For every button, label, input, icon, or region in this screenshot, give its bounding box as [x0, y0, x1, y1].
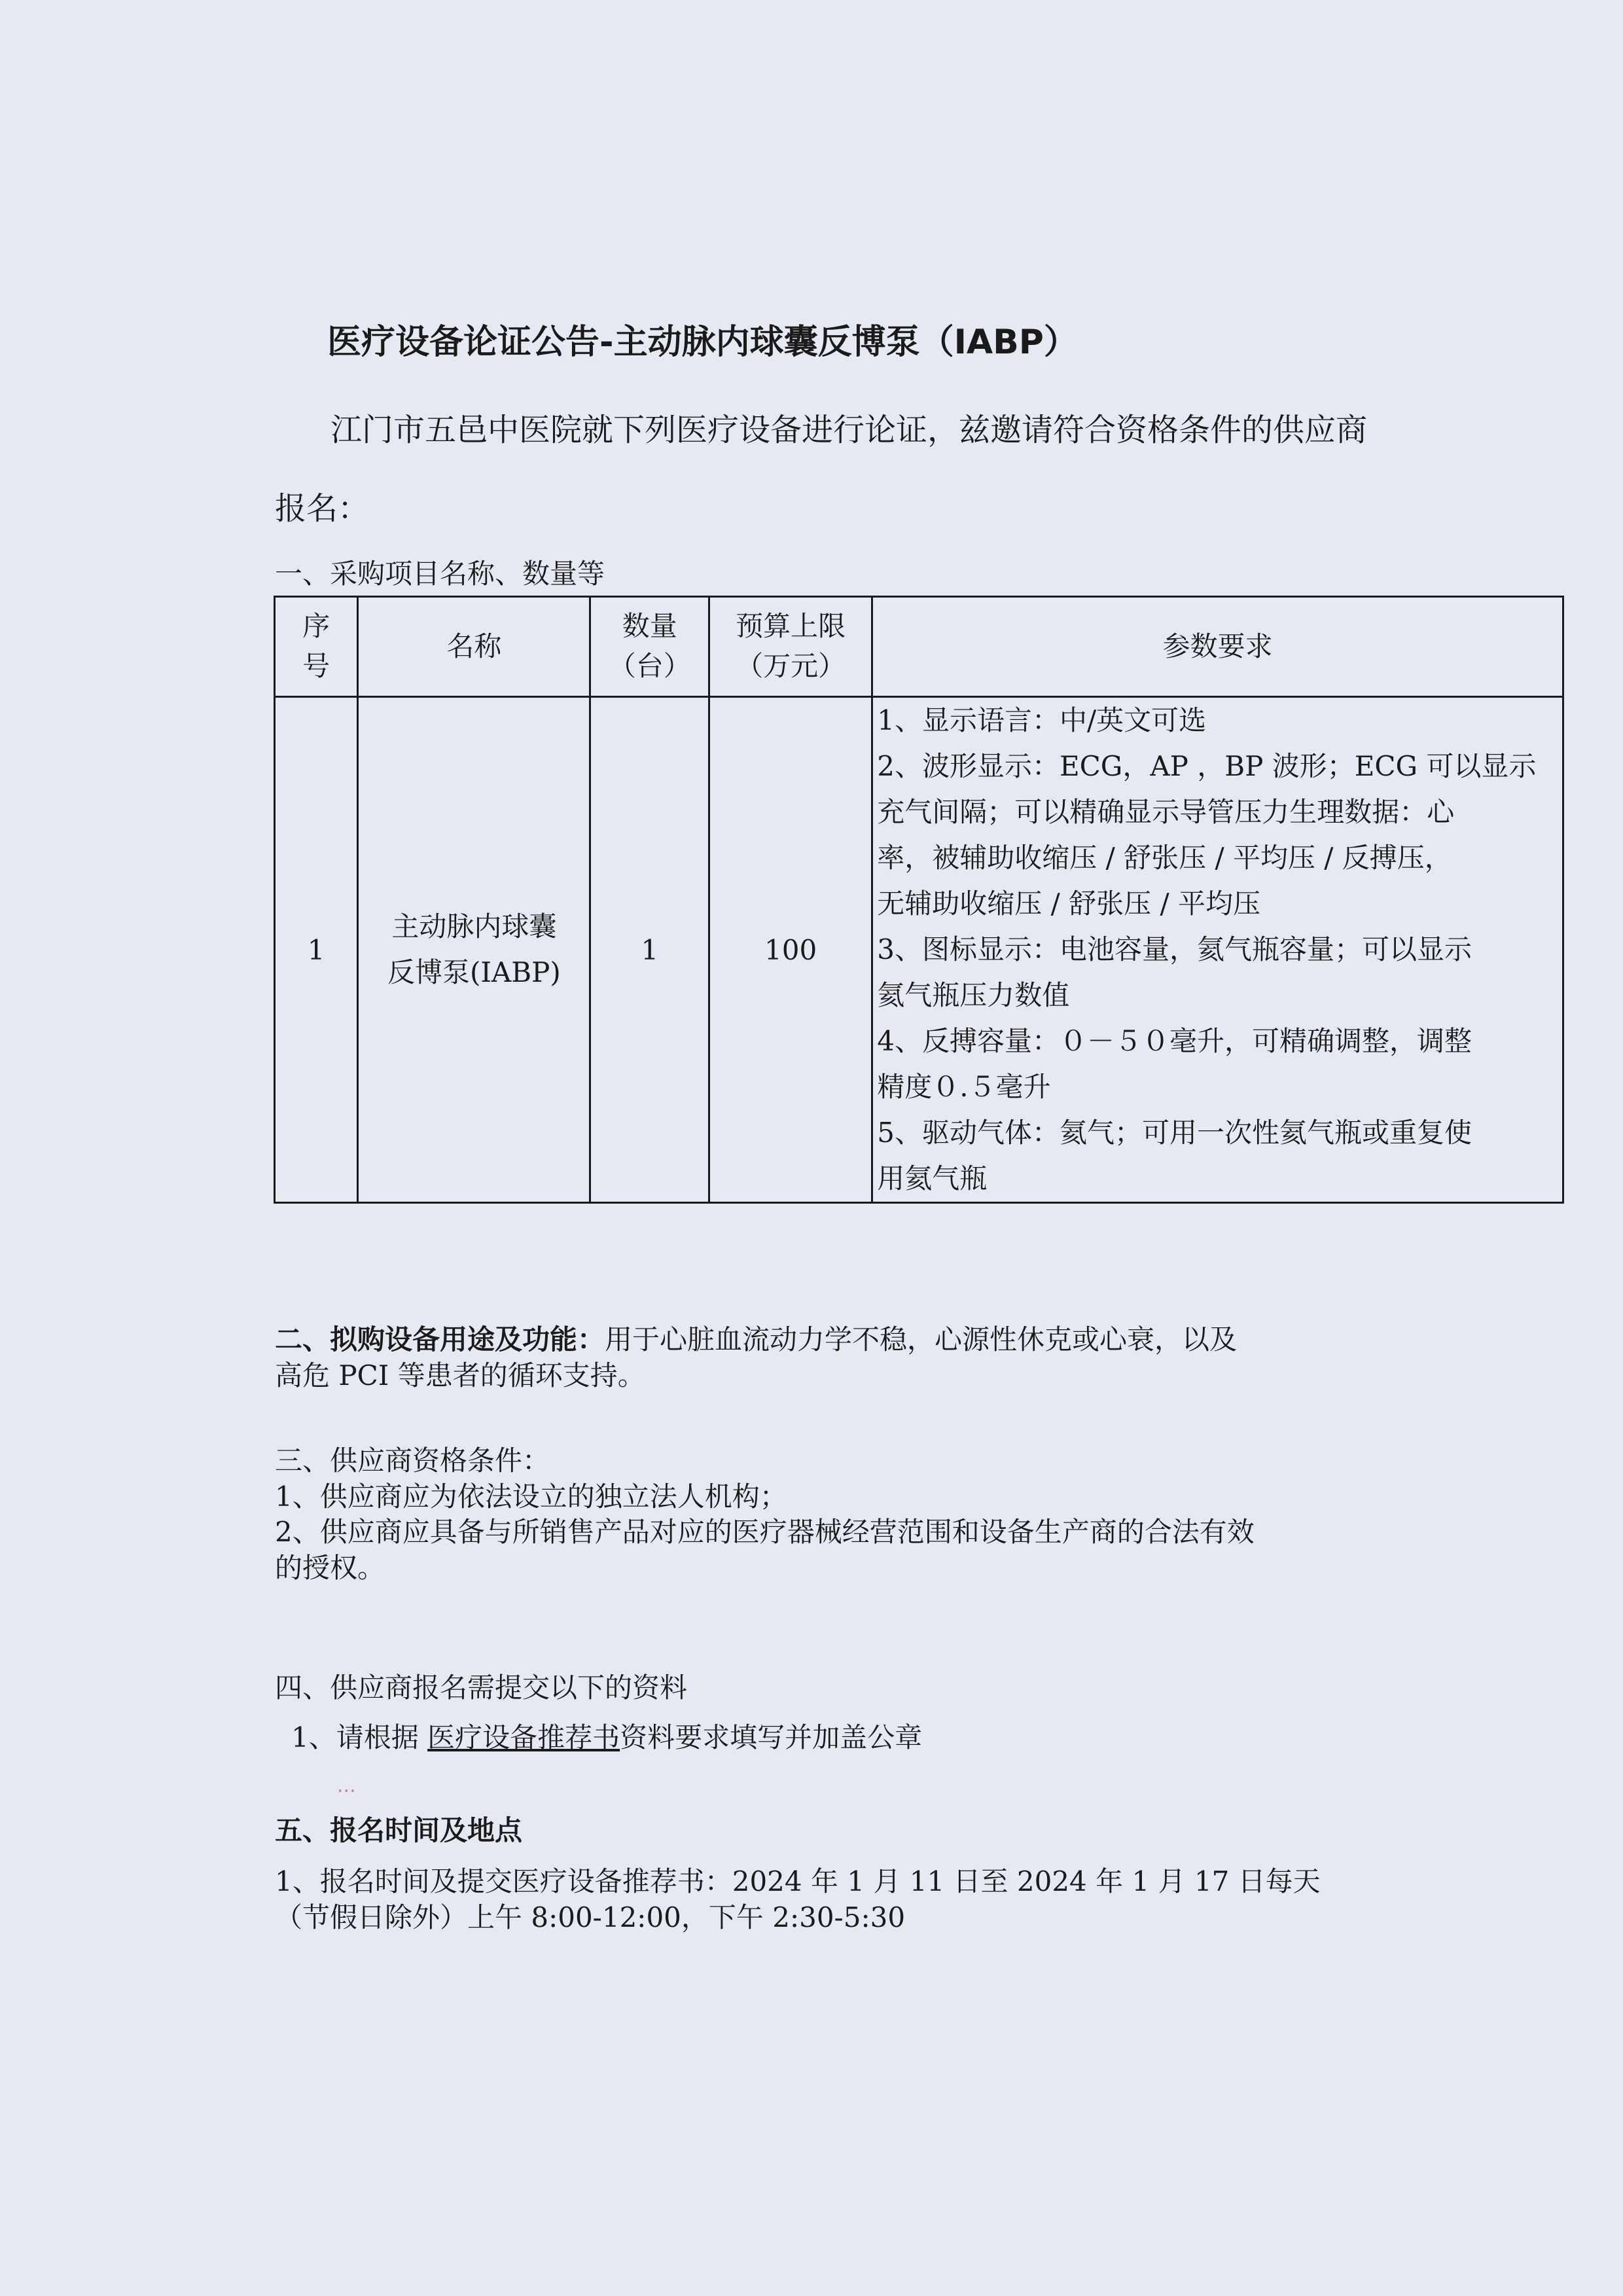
param-line: 1、显示语言：中/英文可选	[877, 704, 1207, 736]
cell-seq: 1	[275, 697, 358, 1203]
intro-text: 江门市五邑中医院就下列医疗设备进行论证，兹邀请符合资格条件的供应商	[330, 412, 1368, 448]
param-line: 精度０.５毫升	[877, 1071, 1051, 1103]
recommendation-doc-link[interactable]: 医疗设备推荐书	[427, 1721, 620, 1753]
section2	[275, 1322, 1237, 1393]
section4-heading: 四、供应商报名需提交以下的资料	[275, 1672, 688, 1704]
cell-qty: 1	[590, 697, 709, 1203]
section2-text-cont: 高危 PCI 等患者的循环支持。	[275, 1359, 645, 1391]
section2-heading: 二、拟购设备用途及功能：	[275, 1323, 605, 1355]
header-seq: 序 号	[275, 597, 358, 697]
table-header-row	[275, 597, 1563, 697]
param-line: 氦气瓶压力数值	[877, 979, 1070, 1011]
page-title: 医疗设备论证公告-主动脉内球囊反博泵（IABP）	[327, 323, 1078, 362]
param-line: 无辅助收缩压 / 舒张压 / 平均压	[877, 888, 1260, 920]
param-line: 充气间隔；可以精确显示导管压力生理数据：心	[877, 796, 1455, 828]
param-line: 用氦气瓶	[877, 1162, 988, 1194]
header-params: 参数要求	[872, 597, 1563, 697]
header-budget: 预算上限 （万元）	[709, 597, 872, 697]
section1-heading: 一、采购项目名称、数量等	[275, 558, 605, 590]
intro-text-continued: 报名：	[275, 490, 370, 527]
param-line: 率，被辅助收缩压 / 舒张压 / 平均压 / 反搏压，	[877, 842, 1452, 874]
param-line: 4、反搏容量：０－５０毫升，可精确调整，调整	[877, 1025, 1472, 1057]
section3	[275, 1443, 1255, 1586]
section5-heading: 五、报名时间及地点	[275, 1814, 523, 1846]
section3-item2-cont: 的授权。	[275, 1551, 385, 1584]
section3-item2: 2、供应商应具备与所销售产品对应的医疗器械经营范围和设备生产商的合法有效	[275, 1516, 1255, 1549]
header-name: 名称	[358, 597, 590, 697]
section3-heading: 三、供应商资格条件：	[275, 1444, 550, 1477]
param-line: 3、图标显示：电池容量，氦气瓶容量；可以显示	[877, 933, 1472, 965]
procurement-table	[274, 596, 1564, 1204]
section3-item1: 1、供应商应为依法设立的独立法人机构；	[275, 1480, 787, 1513]
table-row	[275, 697, 1563, 1203]
section2-text: 用于心脏血流动力学不稳，心源性休克或心衰，以及	[605, 1323, 1238, 1355]
cell-params	[872, 697, 1563, 1203]
cell-budget: 100	[709, 697, 872, 1203]
header-qty: 数量 （台）	[590, 597, 709, 697]
section4-item1: 1、请根据 医疗设备推荐书资料要求填写并加盖公章	[291, 1721, 923, 1753]
section5-item1: 1、报名时间及提交医疗设备推荐书：2024 年 1 月 11 日至 2024 年 1 月 17 日每天 （节假日除外）上午 8:00-12:00，下午 2:30-5:30	[275, 1865, 1321, 1933]
param-line: 5、驱动气体：氦气；可用一次性氦气瓶或重复使	[877, 1117, 1472, 1149]
cell-name: 主动脉内球囊 反博泵(IABP)	[358, 697, 590, 1203]
param-line: 2、波形显示：ECG，AP ，BP 波形；ECG 可以显示	[877, 750, 1537, 782]
stamp-smudge: ‧‧‧	[337, 1780, 356, 1803]
